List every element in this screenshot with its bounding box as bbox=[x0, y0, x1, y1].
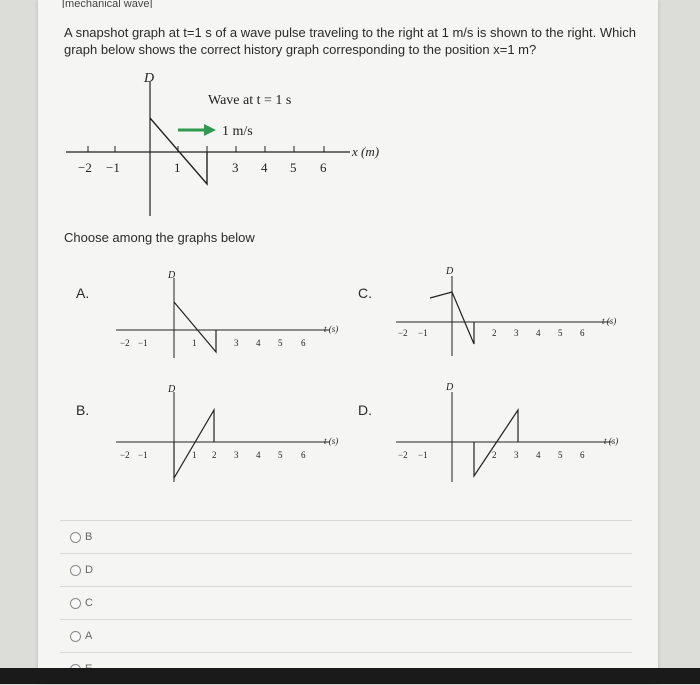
snapshot-tick-6: 6 bbox=[320, 160, 327, 175]
radio-icon[interactable] bbox=[70, 598, 81, 609]
choice-a[interactable] bbox=[60, 619, 632, 652]
graph-b-curve bbox=[174, 410, 214, 478]
snapshot-x-label: x (m) bbox=[352, 144, 380, 159]
graph-a-tick-6: 6 bbox=[301, 338, 306, 348]
header-tag: [mechanical wave] bbox=[62, 0, 153, 8]
snapshot-graph bbox=[60, 66, 400, 226]
velocity-arrow-icon bbox=[204, 124, 216, 136]
graph-d-tick-m2: −2 bbox=[398, 450, 408, 460]
graph-c-tick-3: 3 bbox=[514, 328, 519, 338]
graph-a bbox=[108, 266, 358, 366]
snapshot-tick-4: 4 bbox=[261, 160, 268, 175]
graph-b-tick-3: 3 bbox=[234, 450, 239, 460]
graph-d-tick-2: 2 bbox=[492, 450, 497, 460]
choice-label: A bbox=[85, 630, 93, 642]
graph-c-tick-5: 5 bbox=[558, 328, 563, 338]
graph-c-tick-4: 4 bbox=[536, 328, 541, 338]
graph-b-tick-5: 5 bbox=[278, 450, 283, 460]
choice-d[interactable] bbox=[60, 553, 632, 586]
graph-b-tick-m1: −1 bbox=[138, 450, 148, 460]
graph-a-tick-m2: −2 bbox=[120, 338, 130, 348]
graph-d-tick-m1: −1 bbox=[418, 450, 428, 460]
graph-d bbox=[390, 380, 640, 490]
snapshot-tick-5: 5 bbox=[290, 160, 297, 175]
graph-c-tick-m2: −2 bbox=[398, 328, 408, 338]
graph-a-tick-3: 3 bbox=[234, 338, 239, 348]
graph-d-tick-6: 6 bbox=[580, 450, 585, 460]
choice-c[interactable] bbox=[60, 586, 632, 619]
graph-d-t-label: t (s) bbox=[604, 436, 619, 446]
answer-choices bbox=[60, 520, 632, 685]
graph-b-tick-6: 6 bbox=[301, 450, 306, 460]
graph-a-t-label: t (s) bbox=[324, 324, 339, 334]
snapshot-tick-1: 1 bbox=[174, 160, 181, 175]
choice-label: C bbox=[85, 597, 93, 609]
graph-a-tick-5: 5 bbox=[278, 338, 283, 348]
choice-label: B bbox=[85, 531, 93, 543]
choose-prompt: Choose among the graphs below bbox=[64, 230, 255, 245]
graph-d-tick-4: 4 bbox=[536, 450, 541, 460]
graph-b-t-label: t (s) bbox=[324, 436, 339, 446]
choice-b[interactable] bbox=[60, 520, 632, 553]
graph-a-tick-4: 4 bbox=[256, 338, 261, 348]
snapshot-tick-m2: −2 bbox=[78, 160, 92, 175]
graph-d-tick-3: 3 bbox=[514, 450, 519, 460]
graph-b bbox=[108, 380, 358, 490]
graph-d-y-label: D bbox=[446, 382, 454, 393]
option-c-label: C. bbox=[358, 285, 372, 301]
graph-b-tick-4: 4 bbox=[256, 450, 261, 460]
snapshot-y-label: D bbox=[144, 71, 155, 86]
graph-b-tick-1: 1 bbox=[192, 450, 197, 460]
graph-b-tick-m2: −2 bbox=[120, 450, 130, 460]
graph-d-curve bbox=[474, 410, 518, 476]
graph-b-y-label: D bbox=[168, 384, 176, 395]
radio-icon[interactable] bbox=[70, 532, 81, 543]
graph-a-y-label: D bbox=[168, 270, 176, 281]
question-text: A snapshot graph at t=1 s of a wave pulse traveling to the right at 1 m/s is shown to the right. Which graph below shows the correct history graph corresponding to the position x=1 m? bbox=[64, 25, 636, 57]
snapshot-title: Wave at t = 1 s bbox=[208, 93, 292, 108]
option-b-label: B. bbox=[76, 402, 90, 418]
graph-c-tick-6: 6 bbox=[580, 328, 585, 338]
choice-label: D bbox=[85, 564, 93, 576]
graph-c-tick-2: 2 bbox=[492, 328, 497, 338]
option-a-label: A. bbox=[76, 285, 90, 301]
snapshot-speed: 1 m/s bbox=[222, 124, 253, 139]
graph-a-tick-m1: −1 bbox=[138, 338, 148, 348]
graph-b-tick-2: 2 bbox=[212, 450, 217, 460]
graph-a-tick-1: 1 bbox=[192, 338, 197, 348]
graph-c-t-label: t (s) bbox=[602, 316, 617, 326]
option-d-label: D. bbox=[358, 402, 372, 418]
snapshot-tick-3: 3 bbox=[232, 160, 239, 175]
bottom-bar bbox=[0, 668, 700, 684]
graph-c bbox=[390, 262, 640, 362]
graph-c-y-label: D bbox=[446, 266, 454, 277]
graph-c-tick-m1: −1 bbox=[418, 328, 428, 338]
snapshot-tick-m1: −1 bbox=[106, 160, 120, 175]
radio-icon[interactable] bbox=[70, 565, 81, 576]
radio-icon[interactable] bbox=[70, 631, 81, 642]
graph-d-tick-5: 5 bbox=[558, 450, 563, 460]
